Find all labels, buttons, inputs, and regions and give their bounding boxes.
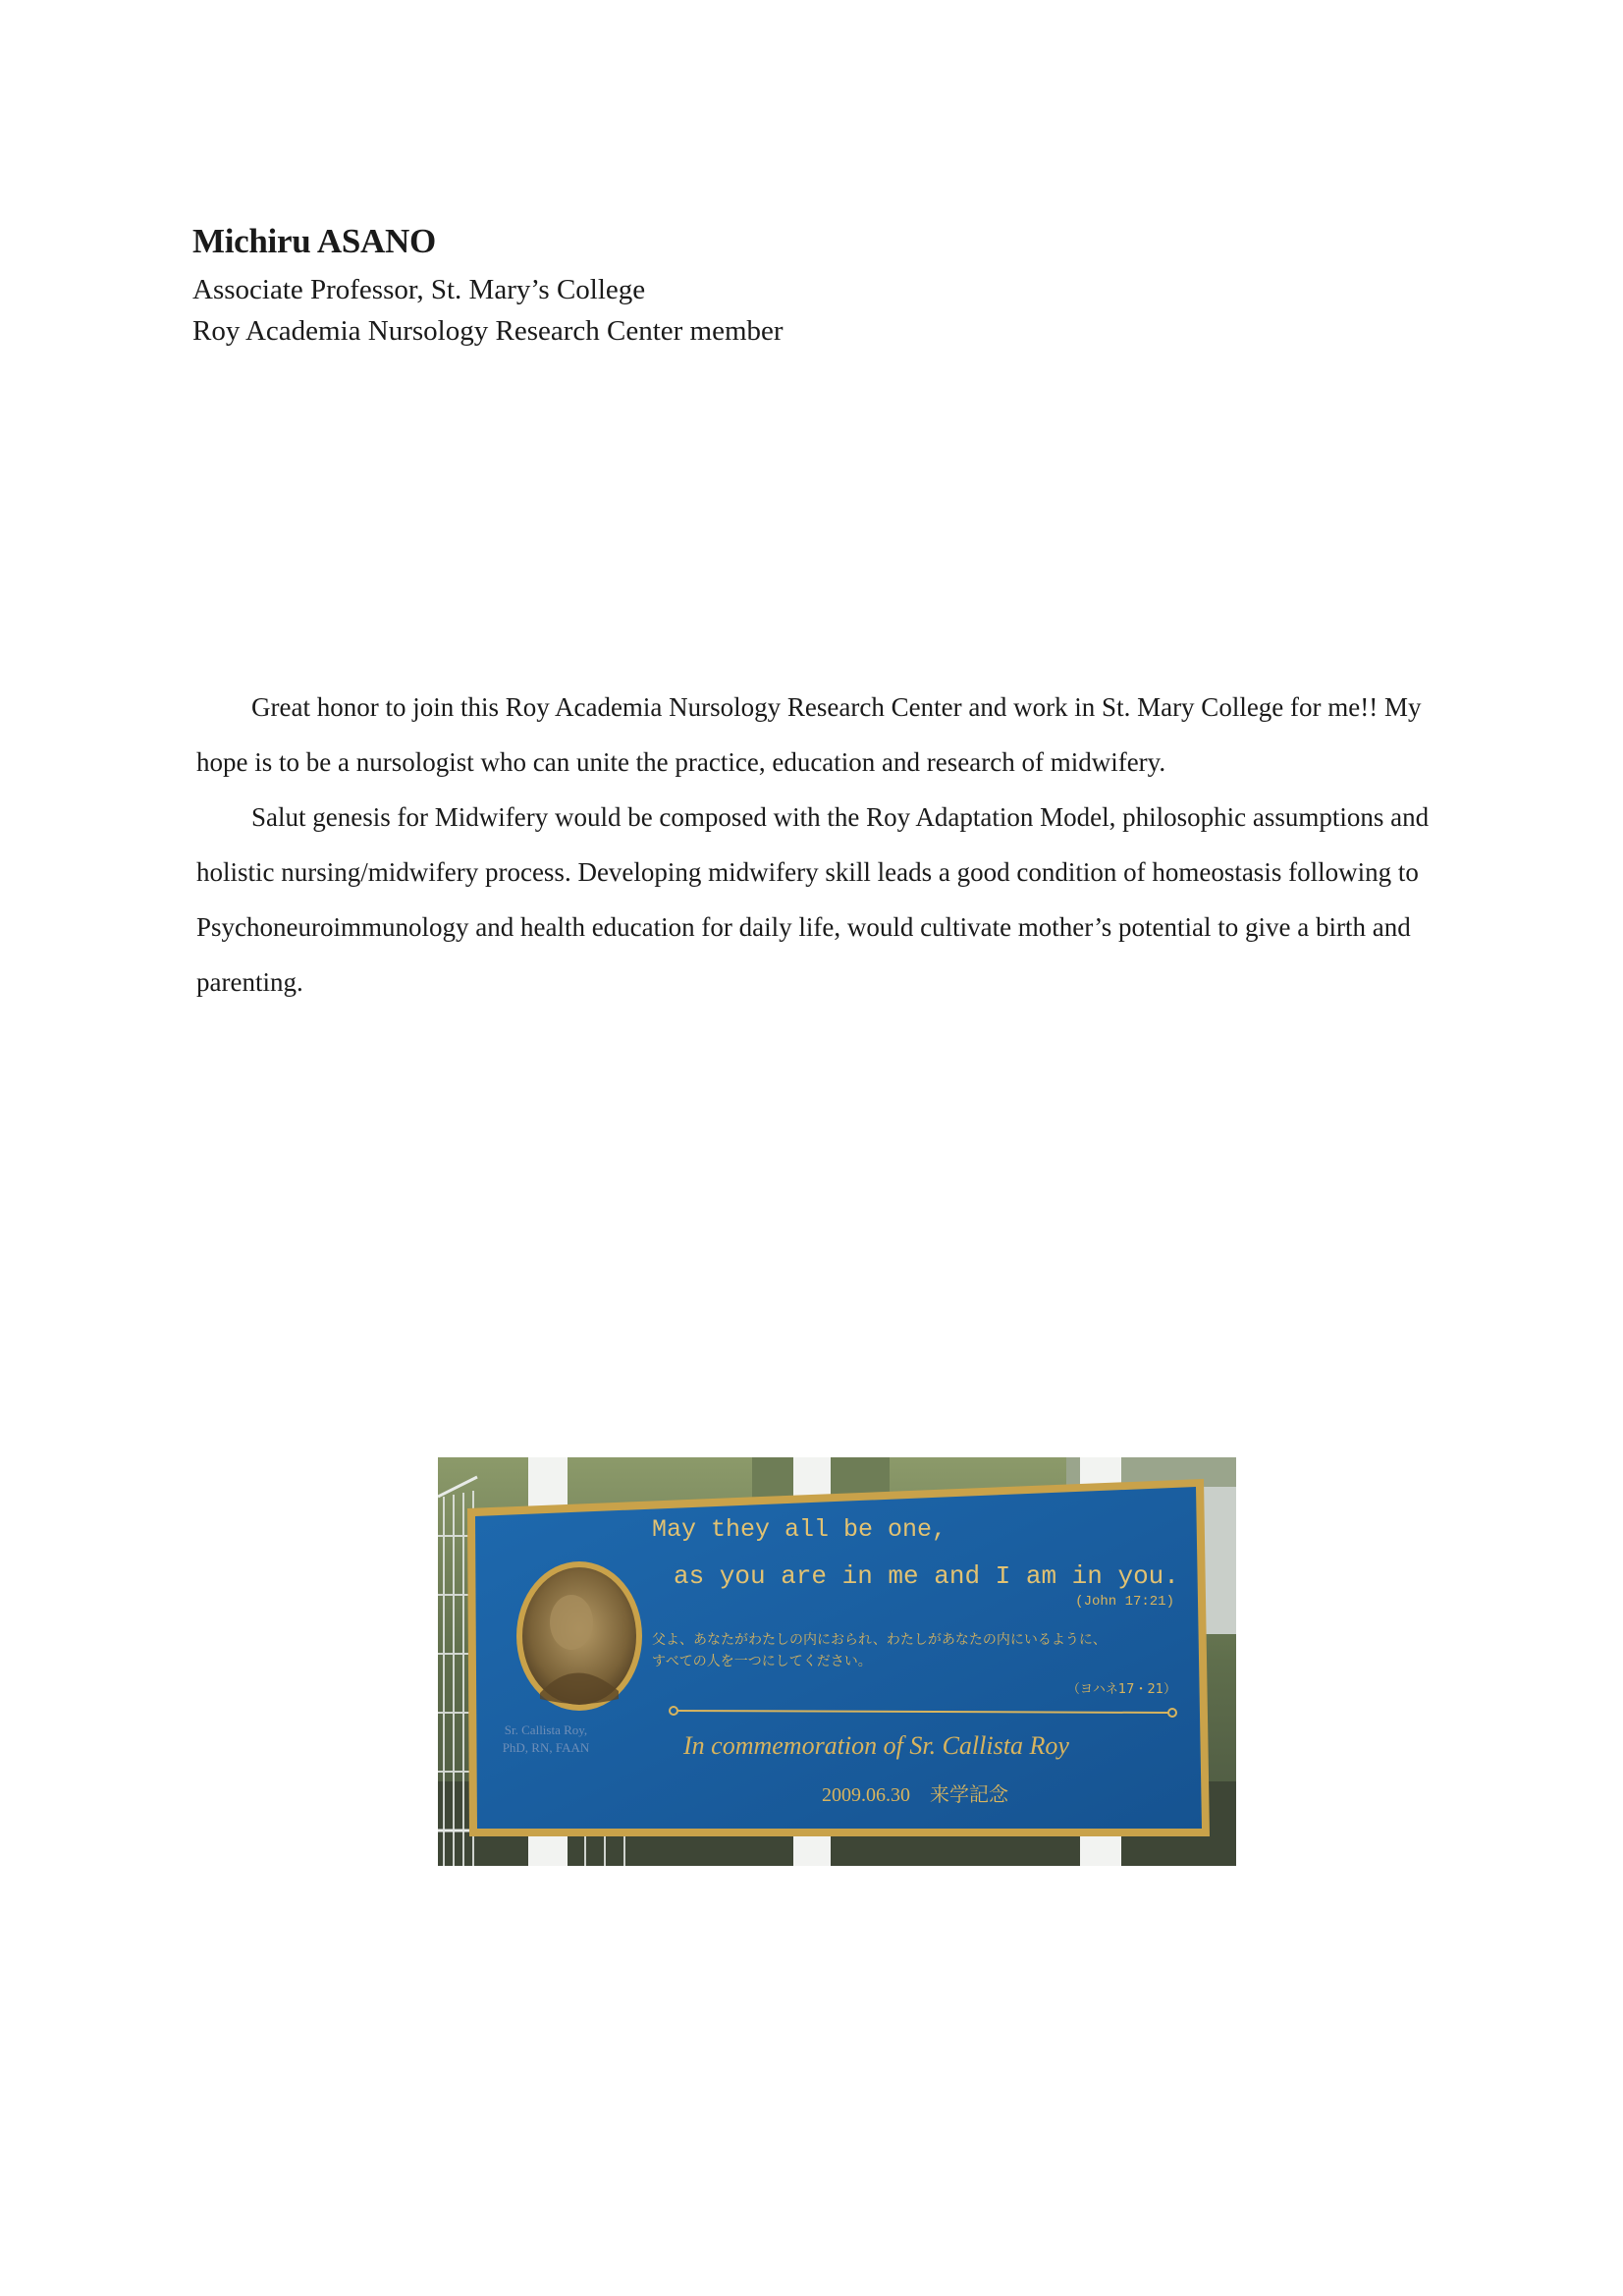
japanese-line-1: 父よ、あなたがわたしの内におられ、わたしがあなたの内にいるように、: [652, 1632, 1107, 1648]
paragraph-2: Salut genesis for Midwifery would be composed with the Roy Adaptation Model, philosophic assumptions and holistic nursing/midwifery process. Developing midwifery skill leads a good condition of homeostasis following to Psychoneuroimmunology and health education for daily life, would cultivate mother’s potential to give a birth and parenting.: [196, 802, 1430, 997]
quote-reference: (John 17:21): [1075, 1594, 1174, 1610]
portrait-caption-2: PhD, RN, FAAN: [502, 1740, 590, 1755]
author-membership: Roy Academia Nursology Research Center member: [192, 315, 784, 347]
author-title: Associate Professor, St. Mary’s College: [192, 274, 646, 305]
quote-line-1: May they all be one,: [652, 1515, 947, 1544]
commemoration-date: 2009.06.30 来学記念: [822, 1784, 1008, 1806]
paragraph-1: Great honor to join this Roy Academia Nursology Research Center and work in St. Mary College for me!! My hope is to be a nursologist who can unite the practice, education and research of midwifery.: [196, 692, 1422, 777]
plaque: [467, 1479, 1210, 1836]
portrait-medallion: [516, 1561, 642, 1711]
commemoration-text: In commemoration of Sr. Callista Roy: [683, 1731, 1069, 1760]
portrait-caption-1: Sr. Callista Roy,: [504, 1722, 588, 1737]
plaque-photo: [438, 1457, 1236, 1866]
quote-line-2: as you are in me and I am in you.: [674, 1561, 1179, 1591]
japanese-reference: （ヨハネ17・21）: [1066, 1682, 1176, 1697]
author-header: [192, 222, 784, 352]
author-name: Michiru ASANO: [192, 222, 436, 260]
japanese-line-2: すべての人を一つにしてください。: [652, 1654, 872, 1669]
body-text: [196, 680, 1434, 1010]
